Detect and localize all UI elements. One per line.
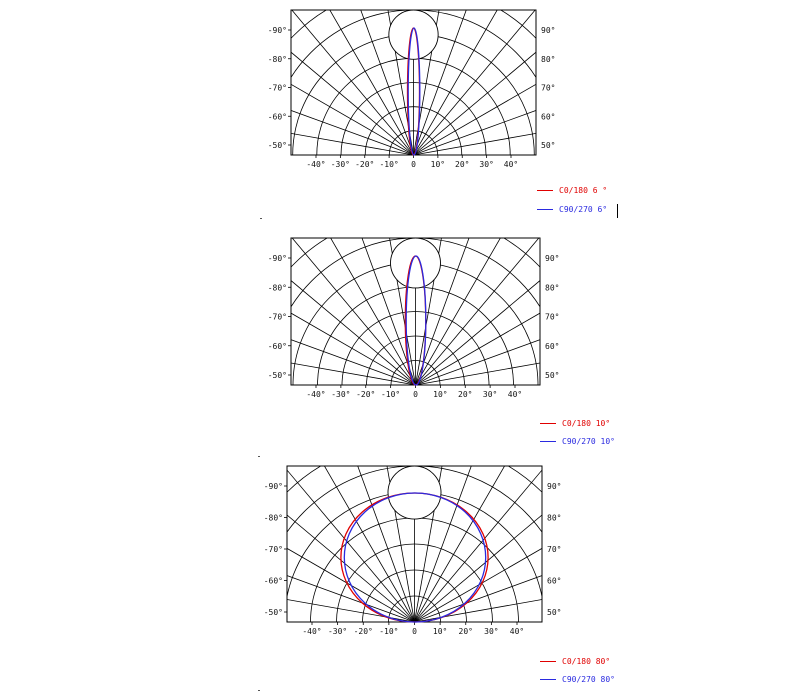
grid-radial	[415, 347, 646, 622]
grid-radial	[104, 443, 415, 622]
legend-item-c90-270	[540, 675, 615, 684]
stray-dot	[258, 456, 260, 457]
bottom-tick-label: -20°	[356, 390, 376, 399]
bottom-tick-label: 0	[413, 390, 418, 399]
legend-label: C90/270 6°	[559, 205, 608, 214]
legend-label: C90/270 80°	[562, 675, 615, 684]
bottom-tick-label: -40°	[302, 627, 322, 636]
left-tick-label: -90°	[267, 254, 287, 263]
bottom-tick-label: 0	[411, 160, 416, 169]
left-tick-label: -90°	[267, 26, 287, 35]
left-tick-label: -70°	[267, 83, 287, 93]
legend-swatch-blue	[540, 679, 556, 680]
right-tick-label: 70°	[541, 83, 556, 93]
bottom-tick-label: 10°	[430, 160, 446, 169]
bottom-tick-label: -20°	[353, 627, 373, 636]
bottom-tick-label: 30°	[479, 160, 494, 169]
bottom-tick-label: -10°	[379, 160, 399, 169]
right-tick-label: 50°	[547, 608, 562, 617]
grid-radial	[415, 285, 538, 622]
left-tick-label: -70°	[263, 545, 283, 554]
grid-radial	[140, 391, 415, 622]
right-tick-label: 70°	[545, 312, 560, 322]
grid-radial	[415, 443, 726, 622]
left-tick-label: -90°	[263, 482, 283, 491]
bottom-tick-label: -40°	[306, 390, 326, 399]
bottom-tick-label: -30°	[330, 160, 351, 169]
bottom-tick-label: 10°	[433, 390, 448, 399]
stray-dot	[258, 690, 260, 691]
bottom-tick-label: 20°	[458, 627, 473, 636]
left-tick-label: -80°	[267, 283, 287, 293]
bottom-tick-label: 30°	[482, 390, 498, 399]
right-tick-label: 50°	[541, 141, 556, 150]
grid-radial	[415, 269, 477, 622]
grid-radial	[61, 560, 414, 622]
cursor-mark	[617, 204, 618, 218]
grid-radial	[292, 285, 415, 622]
right-tick-label: 80°	[547, 513, 562, 523]
bottom-tick-label: 20°	[458, 390, 473, 399]
bottom-tick-label: 20°	[455, 160, 470, 169]
right-tick-label: 90°	[541, 26, 556, 35]
right-tick-label: 80°	[545, 283, 560, 293]
stray-dot	[260, 218, 262, 219]
left-tick-label: -50°	[263, 608, 283, 617]
legend-label: C90/270 10°	[562, 437, 615, 446]
left-tick-label: -80°	[263, 513, 283, 523]
right-tick-label: 90°	[545, 254, 560, 263]
left-tick-label: -60°	[267, 341, 287, 351]
bottom-tick-label: 40°	[509, 627, 525, 636]
grid-radial	[184, 347, 415, 622]
bottom-tick-label: 10°	[432, 627, 448, 636]
right-tick-label: 60°	[547, 576, 562, 586]
bottom-tick-label: -10°	[379, 627, 399, 636]
left-tick-label: -70°	[267, 312, 287, 322]
left-tick-label: -50°	[267, 371, 287, 380]
grid-radial	[415, 560, 768, 622]
right-tick-label: 90°	[547, 482, 562, 491]
grid-radial	[235, 311, 414, 622]
bottom-tick-label: -30°	[331, 390, 351, 399]
bottom-tick-label: -40°	[306, 160, 326, 169]
right-tick-label: 70°	[547, 545, 562, 554]
right-tick-label: 50°	[545, 371, 560, 380]
left-tick-label: -50°	[267, 141, 287, 150]
legend-swatch-red	[540, 661, 556, 662]
left-tick-label: -60°	[267, 112, 287, 122]
right-tick-label: 60°	[541, 112, 556, 122]
left-tick-label: -60°	[263, 576, 283, 586]
bottom-tick-label: -10°	[380, 390, 401, 399]
grid-radial	[415, 311, 594, 622]
legend-label: C0/180 10°	[562, 419, 611, 428]
bottom-tick-label: 0	[412, 627, 417, 636]
bottom-tick-label: -20°	[355, 160, 375, 169]
legend-item-c0-180	[540, 657, 610, 666]
legend-label: C0/180 6 °	[559, 186, 608, 195]
bottom-tick-label: 40°	[507, 390, 523, 399]
grid-radial	[352, 269, 414, 622]
bottom-tick-label: -30°	[327, 627, 348, 636]
left-tick-label: -80°	[267, 54, 287, 64]
right-tick-label: 60°	[545, 341, 560, 351]
bottom-tick-label: 40°	[503, 160, 519, 169]
bottom-tick-label: 30°	[484, 627, 499, 636]
grid-radial	[415, 391, 690, 622]
legend-label: C0/180 80°	[562, 657, 611, 666]
right-tick-label: 80°	[541, 54, 556, 64]
